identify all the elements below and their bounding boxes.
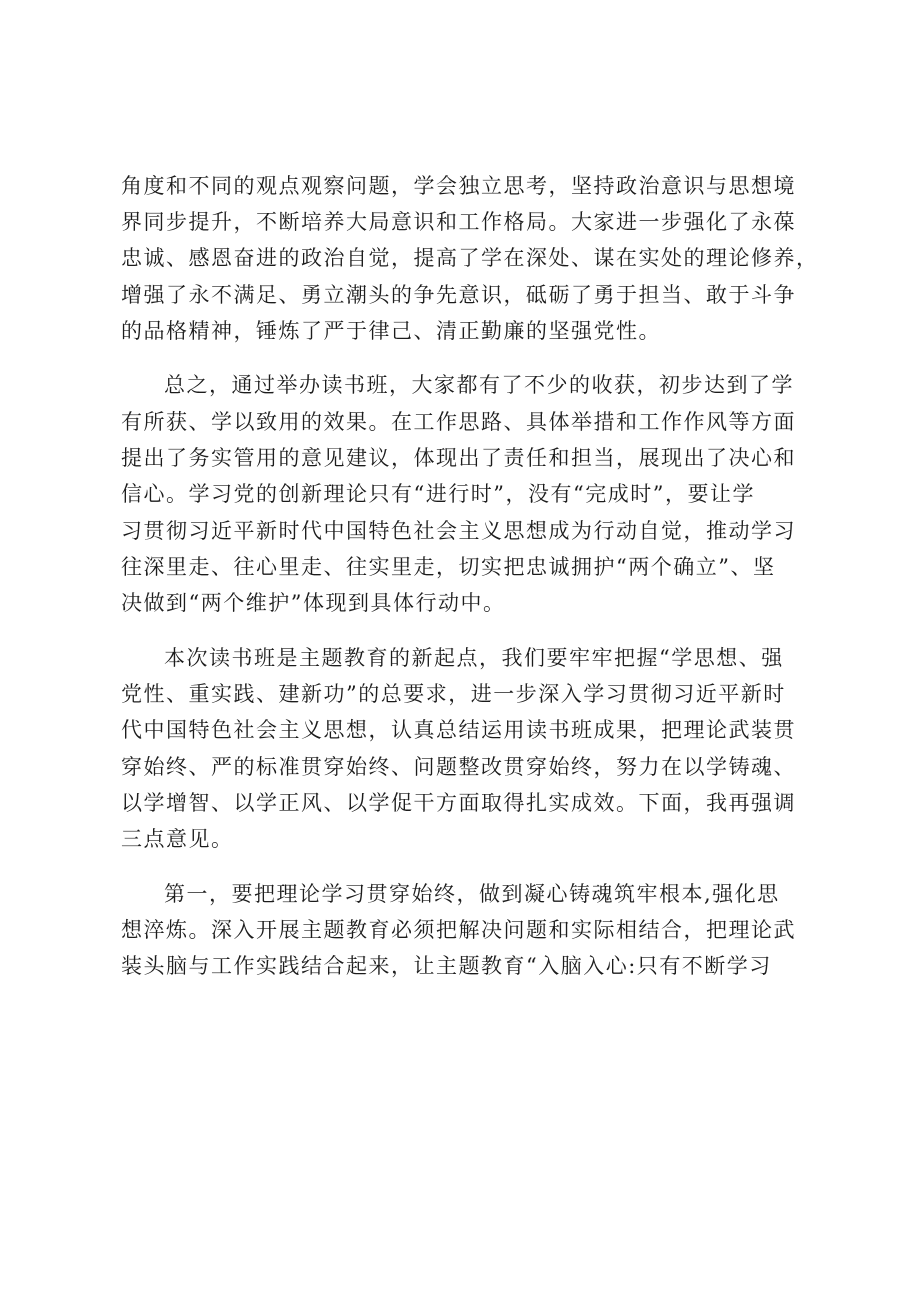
text-line: 三点意见。 xyxy=(121,827,234,851)
text-line: 本次读书班是主题教育的新起点，我们要牢牢把握“学思想、强 xyxy=(164,646,784,670)
text-line: 想淬炼。深入开展主题教育必须把解决问题和实际相结合，把理论武 xyxy=(121,918,796,942)
text-line: 信心。学习党的创新理论只有“进行时”，没有“完成时”，要让学 xyxy=(121,482,755,506)
text-line: 的品格精神，锤炼了严于律己、清正勤廉的坚强党性。 xyxy=(121,319,661,343)
text-line: 界同步提升，不断培养大局意识和工作格局。大家进一步强化了永葆 xyxy=(121,210,796,234)
text-line: 装头脑与工作实践结合起来，让主题教育“入脑入心:只有不断学习 xyxy=(121,954,772,978)
text-line: 角度和不同的观点观察问题，学会独立思考，坚持政治意识与思想境 xyxy=(121,174,796,198)
text-line: 提出了务实管用的意见建议，体现出了责任和担当，展现出了决心和 xyxy=(121,446,796,470)
text-line: 第一，要把理论学习贯穿始终，做到凝心铸魂筑牢根本,强化思 xyxy=(164,882,780,906)
text-line: 习贯彻习近平新时代中国特色社会主义思想成为行动自觉，推动学习 xyxy=(121,519,796,543)
text-line: 决做到“两个维护”体现到具体行动中。 xyxy=(121,591,506,615)
text-line: 穿始终、严的标准贯穿始终、问题整改贯穿始终，努力在以学铸魂、 xyxy=(121,755,796,779)
text-line: 代中国特色社会主义思想，认真总结运用读书班成果，把理论武装贯 xyxy=(121,718,796,742)
text-line: 以学增智、以学正风、以学促干方面取得扎实成效。下面，我再强调 xyxy=(121,791,796,815)
text-line: 有所获、学以致用的效果。在工作思路、具体举措和工作作风等方面 xyxy=(121,410,796,434)
text-line: 增强了永不满足、勇立潮头的争先意识，砥砺了勇于担当、敢于斗争 xyxy=(121,283,796,307)
text-line: 忠诚、感恩奋进的政治自觉，提高了学在深处、谋在实处的理论修养， xyxy=(121,246,819,270)
text-line: 总之，通过举办读书班，大家都有了不少的收获，初步达到了学 xyxy=(164,373,794,397)
text-line: 往深里走、往心里走、往实里走，切实把忠诚拥护“两个确立”、坚 xyxy=(121,555,776,579)
text-line: 党性、重实践、建新功”的总要求，进一步深入学习贯彻习近平新时 xyxy=(121,682,786,706)
